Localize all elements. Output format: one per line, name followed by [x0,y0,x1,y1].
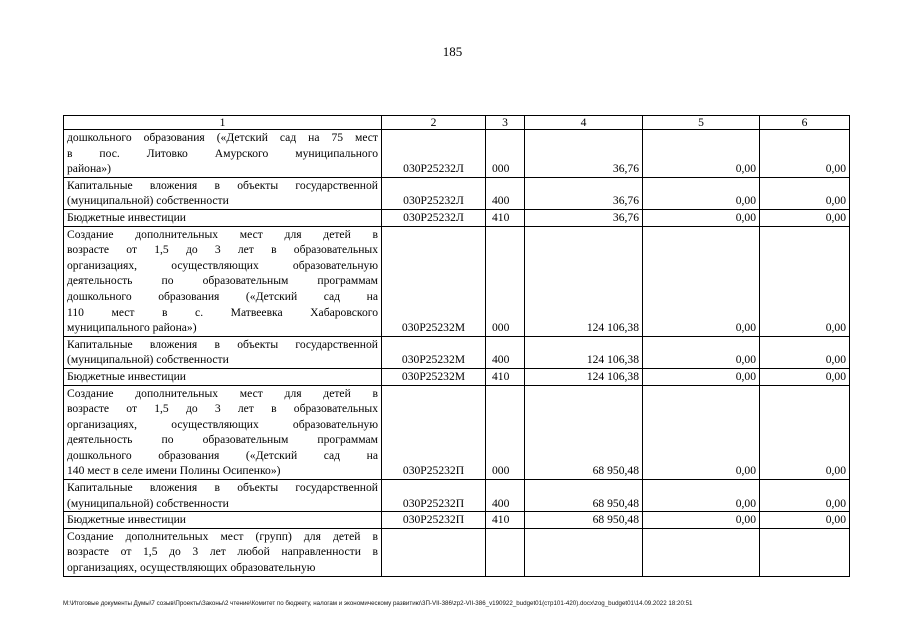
amount-col-4: 124 106,38 [525,226,643,336]
row-name-cell [64,528,382,576]
amount-col-4: 124 106,38 [525,368,643,385]
row-name-line: Создание дополнительных мест для детей в [67,386,378,400]
row-name-cell [64,368,382,385]
document-file-path: M:\Итоговые документы Думы\7 созыв\Проекты\Законы\2 чтение\Комитет по бюджету, налогам и экономическому развитию\3П-VII-386\zp2-VII-386_v190922_budget01(стр101-420).docx\zog_budget01\14.09.2022 18:20:51 [63,600,693,607]
target-article-code: 030P25232М [382,368,486,385]
expense-type-code [486,528,525,576]
amount-col-6: 0,00 [760,336,850,368]
amount-col-6: 0,00 [760,177,850,209]
column-header: 3 [486,116,525,130]
table-row [64,368,850,385]
target-article-code: 030P25232Л [382,130,486,178]
table-row [64,336,850,368]
row-name-cell [64,480,382,512]
column-header: 6 [760,116,850,130]
amount-col-6 [760,528,850,576]
amount-col-6: 0,00 [760,368,850,385]
amount-col-4: 36,76 [525,209,643,226]
amount-col-5: 0,00 [643,226,760,336]
row-name-line: дошкольного образования («Детский сад на [67,289,378,303]
target-article-code: 030P25232Л [382,177,486,209]
target-article-code [382,528,486,576]
row-name-line: 110 мест в с. Матвеевка Хабаровского [67,305,378,319]
row-name-line: Капитальные вложения в объекты государственной [67,337,378,351]
amount-col-4: 124 106,38 [525,336,643,368]
amount-col-6: 0,00 [760,209,850,226]
table-row [64,512,850,529]
target-article-code: 030P25232П [382,385,486,480]
row-name-cell [64,336,382,368]
budget-table [63,115,850,577]
amount-col-6: 0,00 [760,480,850,512]
row-name-line: Капитальные вложения в объекты государственной [67,178,378,192]
table-header-row [64,116,850,130]
amount-col-5: 0,00 [643,368,760,385]
table-row [64,209,850,226]
row-name-line: Капитальные вложения в объекты государственной [67,481,378,495]
amount-col-4: 36,76 [525,177,643,209]
expense-type-code: 000 [486,385,525,480]
amount-col-4: 68 950,48 [525,480,643,512]
row-name-line: в пос. Литовко Амурского муниципального [67,146,378,160]
amount-col-6: 0,00 [760,130,850,178]
row-name-line: района») [67,162,111,176]
row-name-line: организациях, осуществляющих образовательную [67,561,316,575]
amount-col-5: 0,00 [643,209,760,226]
row-name-line: деятельность по образовательным программам [67,274,378,288]
row-name-line: (муниципальной) собственности [67,194,229,208]
row-name-line: Бюджетные инвестиции [67,210,187,224]
amount-col-5: 0,00 [643,336,760,368]
amount-col-5: 0,00 [643,177,760,209]
expense-type-code: 400 [486,177,525,209]
row-name-line: дошкольного образования («Детский сад на 75 мест [67,131,378,144]
row-name-cell [64,512,382,529]
table-row [64,385,850,480]
expense-type-code: 000 [486,226,525,336]
target-article-code: 030P25232П [382,480,486,512]
amount-col-5 [643,528,760,576]
table-row [64,226,850,336]
target-article-code: 030P25232Л [382,209,486,226]
row-name-cell [64,209,382,226]
expense-type-code: 400 [486,336,525,368]
amount-col-6: 0,00 [760,512,850,529]
row-name-line: организациях, осуществляющих образовательную [67,417,378,431]
row-name-line: Бюджетные инвестиции [67,513,187,527]
row-name-line: (муниципальной) собственности [67,496,229,510]
expense-type-code: 410 [486,512,525,529]
row-name-line: Создание дополнительных мест (групп) для детей в [67,529,378,543]
amount-col-6: 0,00 [760,385,850,480]
amount-col-5: 0,00 [643,512,760,529]
row-name-line: 140 мест в селе имени Полины Осипенко») [67,464,281,478]
amount-col-5: 0,00 [643,130,760,178]
row-name-line: (муниципальной) собственности [67,353,229,367]
expense-type-code: 410 [486,209,525,226]
column-header: 1 [64,116,382,130]
column-header: 4 [525,116,643,130]
row-name-line: дошкольного образования («Детский сад на [67,448,378,462]
amount-col-4: 68 950,48 [525,385,643,480]
target-article-code: 030P25232М [382,336,486,368]
page-number: 185 [442,44,463,59]
column-header: 5 [643,116,760,130]
row-name-line: возрасте от 1,5 до 3 лет в образовательных [67,402,378,416]
amount-col-5: 0,00 [643,480,760,512]
target-article-code: 030P25232П [382,512,486,529]
row-name-line: Бюджетные инвестиции [67,369,187,383]
table-row [64,177,850,209]
table-row [64,528,850,576]
amount-col-4: 36,76 [525,130,643,178]
expense-type-code: 000 [486,130,525,178]
row-name-line: возрасте от 1,5 до 3 лет любой направленности в [67,545,378,559]
row-name-line: возрасте от 1,5 до 3 лет в образовательных [67,243,378,257]
amount-col-4 [525,528,643,576]
amount-col-6: 0,00 [760,226,850,336]
row-name-cell [64,385,382,480]
table-row [64,480,850,512]
row-name-line: Создание дополнительных мест для детей в [67,227,378,241]
row-name-cell [64,177,382,209]
target-article-code: 030P25232М [382,226,486,336]
row-name-cell [64,226,382,336]
row-name-cell [64,130,382,178]
amount-col-5: 0,00 [643,385,760,480]
column-header: 2 [382,116,486,130]
row-name-line: муниципального района») [67,321,197,335]
row-name-line: деятельность по образовательным программам [67,433,378,447]
table-row [64,130,850,178]
row-name-line: организациях, осуществляющих образовательную [67,258,378,272]
expense-type-code: 400 [486,480,525,512]
expense-type-code: 410 [486,368,525,385]
amount-col-4: 68 950,48 [525,512,643,529]
